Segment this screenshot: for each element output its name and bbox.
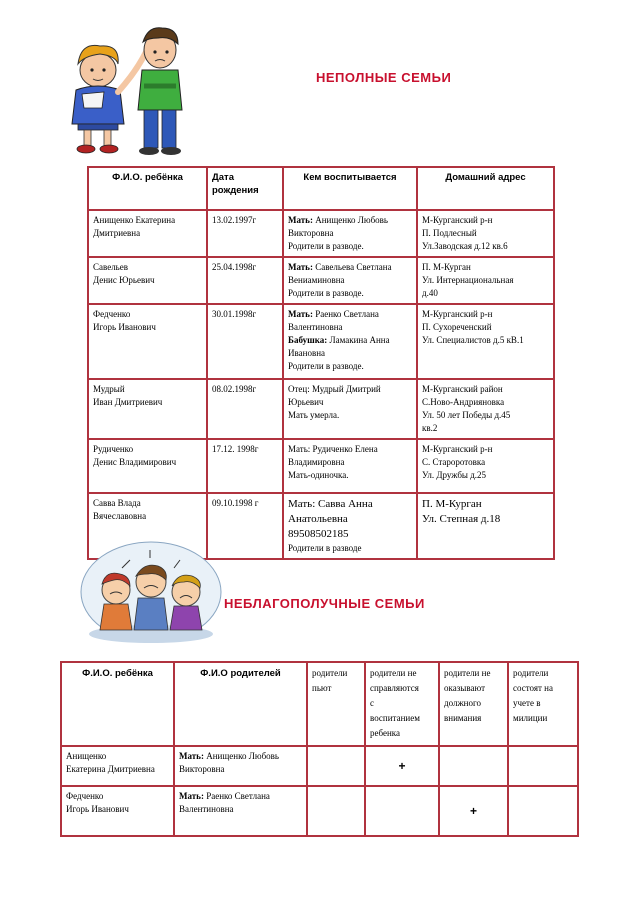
header-parents-no-attention: родители не оказывают должного внимания	[439, 662, 508, 746]
mark-cell	[439, 746, 508, 786]
parent-role: Мать:	[179, 791, 204, 801]
birth-date-cell: 08.02.1998г	[207, 379, 283, 439]
cartoon-family-illustration	[48, 12, 198, 160]
address-cell: П. М-Курган Ул. Интернациональная д.40	[417, 257, 554, 304]
header-parents-name: Ф.И.О родителей	[174, 662, 307, 746]
mark-cell: +	[365, 746, 439, 786]
header-parents-police-record: родители состоят на учете в милиции	[508, 662, 578, 746]
mark-cell	[508, 786, 578, 836]
header-child-name: Ф.И.О. ребёнка	[88, 167, 207, 210]
troubled-family-illustration	[76, 538, 226, 646]
table-row	[88, 379, 554, 439]
child-name-cell: Федченко Игорь Иванович	[88, 304, 207, 379]
header-parents-drink: родители пьют	[307, 662, 365, 746]
child-name-cell: Савва Влада Вячеславовна	[88, 493, 207, 559]
guardian-main: Мать: Савва Анна Анатольевна 89508502185	[288, 498, 373, 540]
mark-cell	[307, 746, 365, 786]
guardian-role-2: Бабушка:	[288, 335, 328, 345]
guardian-cell	[283, 210, 417, 257]
guardian-role: Мать:	[288, 309, 313, 319]
table-header-row	[61, 662, 578, 746]
guardian-cell: Отец: Мудрый Дмитрий Юрьевич Мать умерла.	[283, 379, 417, 439]
parent-text: Анищенко Любовь Викторовна	[179, 751, 280, 774]
child-name-cell: Рудиченко Денис Владимирович	[88, 439, 207, 493]
guardian-role: Мать:	[288, 262, 313, 272]
guardian-text: Савельева Светлана Вениаминовна Родители в разводе.	[288, 262, 392, 298]
child-name-cell: Анищенко Екатерина Дмитриевна	[88, 210, 207, 257]
mark-cell	[365, 786, 439, 836]
table-header-row	[88, 167, 554, 210]
child-name-cell: Анищенко Екатерина Дмитриевна	[61, 746, 174, 786]
incomplete-families-table	[87, 166, 555, 560]
address-cell: М-Курганский р-н П. Сухореченский Ул. Специалистов д.5 кВ.1	[417, 304, 554, 379]
birth-date-cell: 13.02.1997г	[207, 210, 283, 257]
guardian-note: Родители в разводе	[288, 543, 362, 553]
header-parents-cannot-cope: родители не справляются с воспитанием ребенка	[365, 662, 439, 746]
incomplete-families-title: НЕПОЛНЫЕ СЕМЬИ	[316, 70, 452, 85]
parent-text: Раенко Светлана Валентиновна	[179, 791, 270, 814]
address-cell: М-Курганский р-н П. Подлесный Ул.Заводская д.12 кв.6	[417, 210, 554, 257]
mark-cell: +	[439, 786, 508, 836]
child-name-cell: Федченко Игорь Иванович	[61, 786, 174, 836]
guardian-cell	[283, 257, 417, 304]
table-row	[61, 746, 578, 786]
mark-cell	[307, 786, 365, 836]
guardian-cell	[283, 304, 417, 379]
header-child-name: Ф.И.О. ребёнка	[61, 662, 174, 746]
table-row	[88, 210, 554, 257]
header-birth-date: Дата рождения	[207, 167, 283, 210]
guardian-text: Анищенко Любовь Викторовна Родители в разводе.	[288, 215, 389, 251]
troubled-families-title: НЕБЛАГОПОЛУЧНЫЕ СЕМЬИ	[224, 596, 425, 611]
mark-cell	[508, 746, 578, 786]
guardian-text: Раенко Светлана Валентиновна	[288, 309, 379, 332]
parent-cell	[174, 746, 307, 786]
header-address: Домашний адрес	[417, 167, 554, 210]
birth-date-cell: 17.12. 1998г	[207, 439, 283, 493]
parent-role: Мать:	[179, 751, 204, 761]
table-row	[88, 304, 554, 379]
birth-date-cell: 30.01.1998г	[207, 304, 283, 379]
address-cell: П. М-Курган Ул. Степная д.18	[417, 493, 554, 559]
address-cell: М-Курганский район С.Ново-Андрияновка Ул. 50 лет Победы д.45 кв.2	[417, 379, 554, 439]
troubled-families-table	[60, 661, 579, 837]
child-name-cell: Мудрый Иван Дмитриевич	[88, 379, 207, 439]
guardian-text-2: Ламакина Анна Ивановна Родители в разводе.	[288, 335, 390, 371]
guardian-cell	[283, 493, 417, 559]
header-guardian: Кем воспитывается	[283, 167, 417, 210]
table-row	[88, 257, 554, 304]
birth-date-cell: 09.10.1998 г	[207, 493, 283, 559]
birth-date-cell: 25.04.1998г	[207, 257, 283, 304]
child-name-cell: Савельев Денис Юрьевич	[88, 257, 207, 304]
table-row	[88, 439, 554, 493]
parent-cell	[174, 786, 307, 836]
guardian-cell: Мать: Рудиченко Елена Владимировна Мать-одиночка.	[283, 439, 417, 493]
address-cell: М-Курганский р-н С. Староротовка Ул. Дружбы д.25	[417, 439, 554, 493]
guardian-role: Мать:	[288, 215, 313, 225]
table-row	[61, 786, 578, 836]
